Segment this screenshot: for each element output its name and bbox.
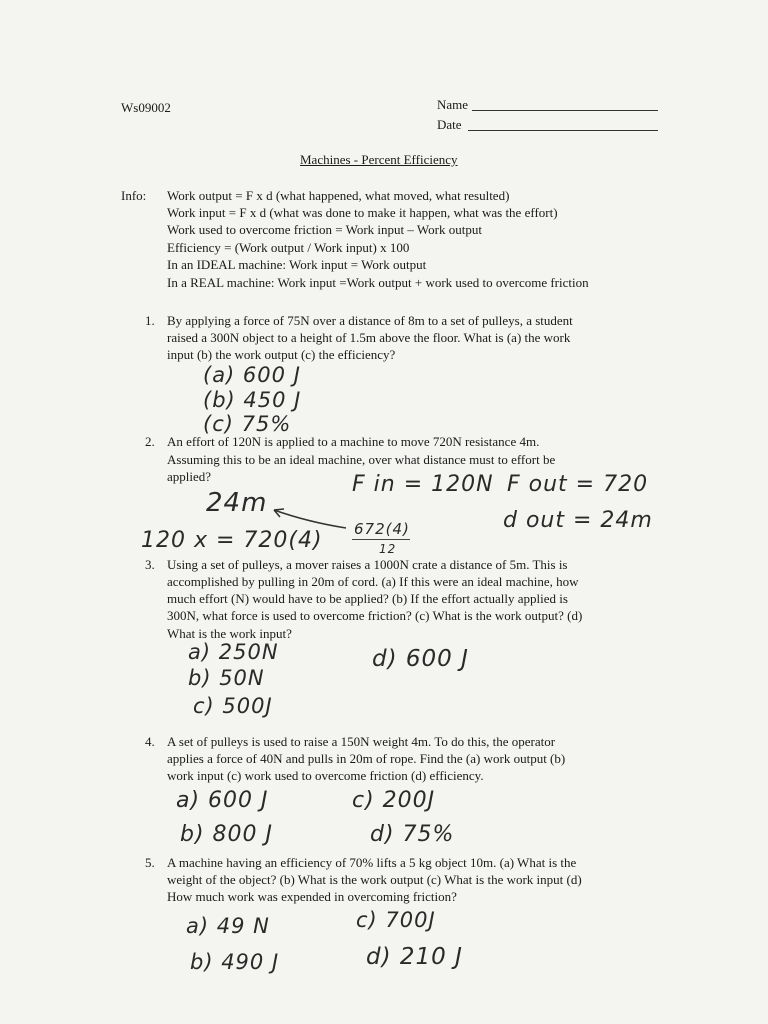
- question-number: 1.: [145, 313, 155, 328]
- info-line: In an IDEAL machine: Work input = Work output: [167, 257, 427, 272]
- handwritten-answer: b) 490 J: [190, 950, 280, 974]
- question-line: A set of pulleys is used to raise a 150N weight 4m. To do this, the operator: [167, 734, 556, 749]
- page-title: Machines - Percent Efficiency: [300, 152, 458, 167]
- question-number: 4.: [145, 734, 155, 749]
- handwritten-answer: a) 49 N: [186, 914, 270, 938]
- handwritten-answer: a) 250N: [188, 640, 279, 664]
- info-line: Work output = F x d (what happened, what moved, what resulted): [167, 188, 510, 203]
- question-number: 2.: [145, 434, 155, 449]
- question-line: A machine having an efficiency of 70% lifts a 5 kg object 10m. (a) What is the: [167, 855, 577, 870]
- info-line: Work input = F x d (what was done to make it happen, what was the effort): [167, 205, 558, 220]
- question-line: accomplished by pulling in 20m of cord. (a) If this were an ideal machine, how: [167, 574, 579, 589]
- question-line: raised a 300N object to a height of 1.5m above the floor. What is (a) the work: [167, 330, 571, 345]
- fraction-line: [352, 539, 410, 540]
- handwritten-note: d out = 24m: [503, 508, 653, 533]
- handwritten-note: F in = 120N: [352, 472, 494, 497]
- handwritten-note: 672(4): [354, 520, 410, 538]
- handwritten-answer: c) 200J: [352, 788, 436, 813]
- info-label: Info:: [121, 188, 147, 203]
- info-line: In a REAL machine: Work input =Work output + work used to overcome friction: [167, 275, 589, 290]
- question-line: By applying a force of 75N over a distance of 8m to a set of pulleys, a student: [167, 313, 573, 328]
- handwritten-note: F out = 720: [507, 472, 649, 497]
- handwritten-answer: d) 600 J: [372, 646, 469, 672]
- question-line: An effort of 120N is applied to a machine to move 720N resistance 4m.: [167, 434, 540, 449]
- question-line: applied?: [167, 469, 212, 484]
- info-line: Efficiency = (Work output / Work input) x 100: [167, 240, 410, 255]
- handwritten-answer: c) 500J: [193, 694, 273, 718]
- name-label: Name: [437, 97, 469, 112]
- question-line: weight of the object? (b) What is the work output (c) What is the work input (d): [167, 872, 582, 887]
- question-line: Using a set of pulleys, a mover raises a 1000N crate a distance of 5m. This is: [167, 557, 568, 572]
- handwritten-answer: d) 210 J: [366, 944, 463, 970]
- name-line: [472, 110, 658, 111]
- question-line: work input (c) work used to overcome friction (d) efficiency.: [167, 768, 484, 783]
- handwritten-answer: a) 600 J: [176, 788, 269, 813]
- date-label: Date: [437, 117, 462, 132]
- handwritten-answer: b) 50N: [188, 666, 265, 690]
- handwritten-answer: 24m: [206, 488, 268, 518]
- question-line: applies a force of 40N and pulls in 20m of rope. Find the (a) work output (b): [167, 751, 566, 766]
- question-number: 3.: [145, 557, 155, 572]
- question-line: 300N, what force is used to overcome friction? (c) What is the work output? (d): [167, 608, 583, 623]
- arrow-icon: [268, 500, 348, 532]
- handwritten-answer: c) 700J: [356, 908, 436, 932]
- handwritten-answer: d) 75%: [370, 822, 455, 847]
- date-line: [468, 130, 658, 131]
- question-line: What is the work input?: [167, 626, 292, 641]
- handwritten-note: 120 x = 720(4): [141, 528, 323, 553]
- handwritten-answer: b) 800 J: [180, 822, 274, 847]
- question-line: How much work was expended in overcoming friction?: [167, 889, 457, 904]
- handwritten-answer: (b) 450 J: [203, 388, 302, 412]
- info-line: Work used to overcome friction = Work input – Work output: [167, 222, 482, 237]
- handwritten-answer: (a) 600 J: [203, 363, 301, 387]
- question-line: much effort (N) would have to be applied? (b) If the effort actually applied is: [167, 591, 568, 606]
- question-line: input (b) the work output (c) the efficiency?: [167, 347, 396, 362]
- handwritten-answer: (c) 75%: [203, 412, 292, 436]
- question-number: 5.: [145, 855, 155, 870]
- question-line: Assuming this to be an ideal machine, over what distance must to effort be: [167, 452, 556, 467]
- handwritten-note: 12: [379, 542, 397, 556]
- worksheet-id: Ws09002: [121, 100, 171, 115]
